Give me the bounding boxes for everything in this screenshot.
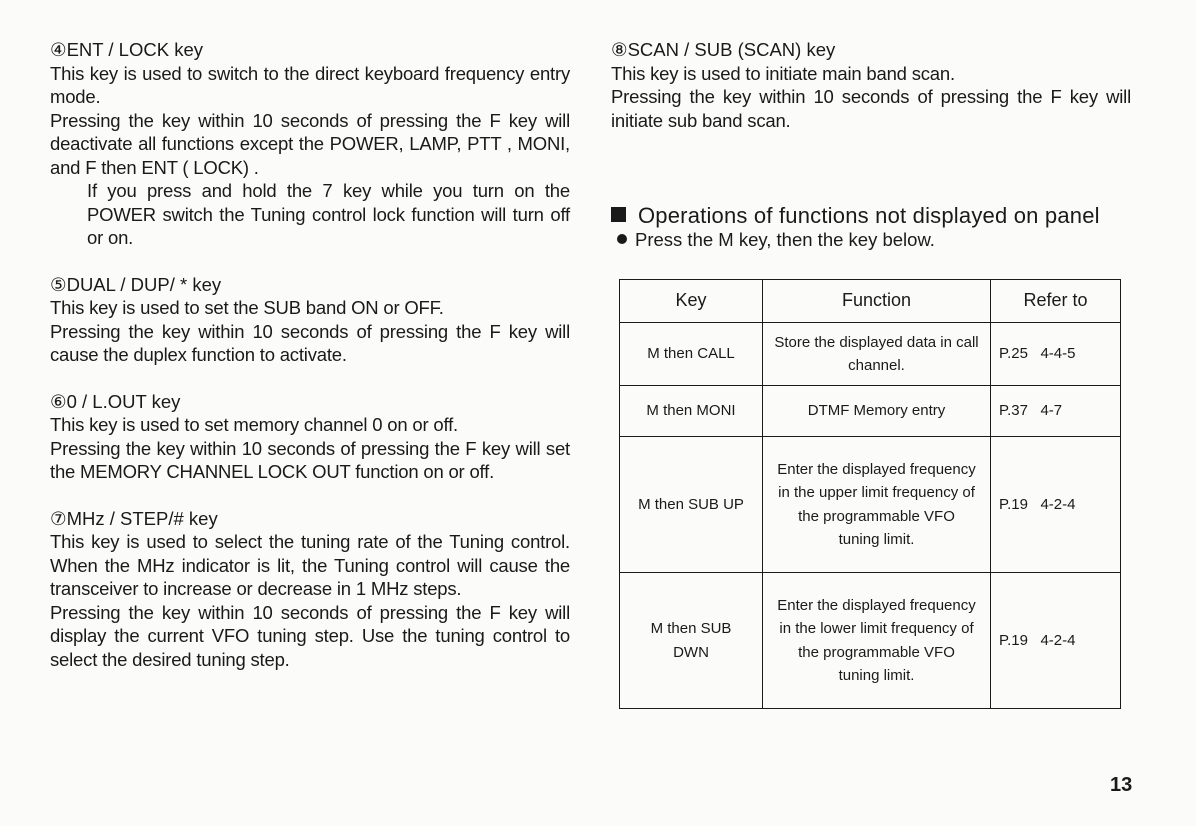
square-bullet-icon: [611, 207, 626, 222]
cell-ref: P.37 4-7: [991, 386, 1121, 437]
dual-dup-p2: Pressing the key within 10 seconds of pressing the F key will cause the duplex function to activate.: [50, 320, 570, 365]
cell-key: M then SUB UP: [620, 437, 763, 573]
ent-lock-p1: This key is used to switch to the direct keyboard frequency entry mode.: [50, 62, 570, 107]
zero-lout-p2: Pressing the key within 10 seconds of pressing the F key will set the MEMORY CHANNEL LOCK OUT function on or off.: [50, 437, 570, 482]
table-row: [620, 573, 1121, 709]
cell-key: M then MONI: [620, 386, 763, 437]
mhz-step-p1: This key is used to select the tuning rate of the Tuning control. When the MHz indicator is lit, the Tuning control will cause the transceiver to increase or decrease in 1 MHz steps.: [50, 531, 570, 599]
mhz-step-heading: ⑦MHz / STEP/# key: [50, 507, 218, 529]
cell-ref: P.25 4-4-5: [991, 323, 1121, 386]
table-row: [620, 386, 1121, 437]
ent-lock-p2: Pressing the key within 10 seconds of pressing the F key will deactivate all functions except the POWER, LAMP, PTT , MONI, and F then ENT ( LOCK) .: [50, 109, 570, 178]
left-column: [50, 38, 570, 671]
cell-ref: P.19 4-2-4: [991, 573, 1121, 709]
zero-lout-p1: This key is used to set memory channel 0 on or off.: [50, 414, 458, 435]
dual-dup-heading: ⑤DUAL / DUP/ * key: [50, 273, 222, 295]
table-row: [620, 437, 1121, 573]
cell-function: Store the displayed data in call channel.: [763, 323, 991, 386]
table-header-row: [620, 280, 1121, 323]
page-number: 13: [1110, 774, 1133, 796]
ent-lock-note: If you press and hold the 7 key while you turn on the POWER switch the Tuning control lock function will turn off or on.: [87, 180, 570, 248]
scan-sub-p2: Pressing the key within 10 seconds of pressing the F key will initiate sub band scan.: [611, 86, 1131, 131]
mhz-step-p2: Pressing the key within 10 seconds of pressing the F key will display the current VFO tuning step. Use the tuning control to select the desired tuning step.: [50, 601, 570, 670]
scan-sub-heading: ⑧SCAN / SUB (SCAN) key: [611, 39, 836, 60]
section-bullet: Press the M key, then the key below.: [611, 228, 1131, 252]
section-title: Operations of functions not displayed on panel: [611, 203, 1131, 228]
cell-function: Enter the displayed frequency in the upper limit frequency of the programmable VFO tuning limit.: [763, 437, 991, 573]
cell-function: Enter the displayed frequency in the lower limit frequency of the programmable VFO tuning limit.: [763, 573, 991, 709]
table-row: [620, 323, 1121, 386]
cell-ref: P.19 4-2-4: [991, 437, 1121, 573]
cell-key: M then CALL: [620, 323, 763, 386]
dual-dup-p1: This key is used to set the SUB band ON or OFF.: [50, 297, 444, 318]
header-refer: Refer to: [991, 280, 1121, 323]
right-column: [611, 38, 1131, 252]
cell-key: M then SUB DWN: [620, 573, 763, 709]
zero-lout-heading: ⑥0 / L.OUT key: [50, 390, 181, 412]
functions-table: [619, 279, 1121, 709]
ent-lock-heading: ④ENT / LOCK key: [50, 39, 203, 60]
cell-function: DTMF Memory entry: [763, 386, 991, 437]
bullet-dot-icon: [617, 234, 627, 244]
scan-sub-p1: This key is used to initiate main band scan.: [611, 62, 955, 84]
header-function: Function: [763, 280, 991, 323]
header-key: Key: [620, 280, 763, 323]
